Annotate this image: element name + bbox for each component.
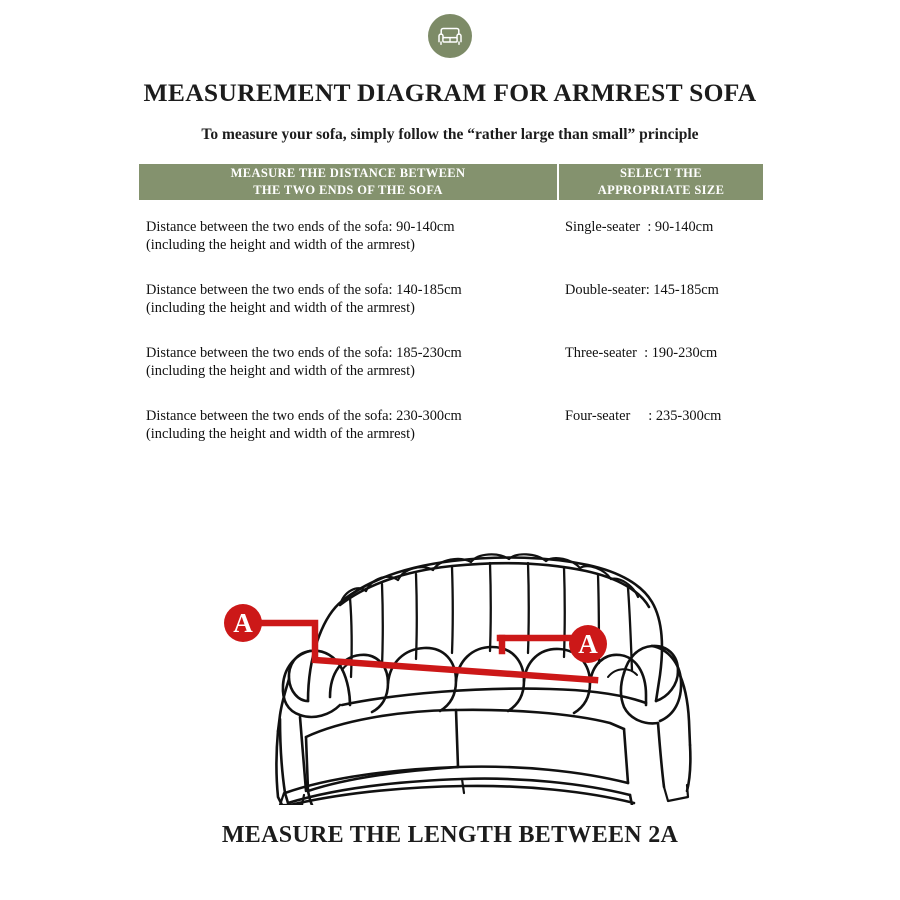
table-cell-size: Double-seater: 145-185cm xyxy=(565,282,719,298)
table-body xyxy=(139,218,763,470)
table-cell-size: Three-seater : 190-230cm xyxy=(565,345,718,361)
svg-text:A: A xyxy=(233,608,253,638)
measure-line-2: (including the height and width of the armrest) xyxy=(146,237,415,254)
table-cell-measure xyxy=(139,344,557,407)
measure-line-2: (including the height and width of the armrest) xyxy=(146,426,415,443)
measure-line-1: Distance between the two ends of the sofa: 90-140cm xyxy=(146,219,455,235)
table-header-row xyxy=(139,164,763,200)
table-header-size-line2: APPROPRIATE SIZE xyxy=(597,183,725,197)
table-header-measure xyxy=(139,164,557,200)
table-row xyxy=(139,344,763,407)
marker-a-right xyxy=(569,625,607,663)
table-cell-size: Four-seater : 235-300cm xyxy=(565,408,722,424)
table-cell-size: Single-seater : 90-140cm xyxy=(565,219,714,235)
table-row xyxy=(139,281,763,344)
table-header-size xyxy=(559,164,763,200)
size-table xyxy=(139,164,763,470)
page-subtitle: To measure your sofa, simply follow the “rather large than small” principle xyxy=(201,126,699,143)
table-row xyxy=(139,407,763,470)
measure-line-1: Distance between the two ends of the sofa: 230-300cm xyxy=(146,408,462,424)
sofa-icon xyxy=(437,25,463,47)
sofa-illustration xyxy=(190,505,710,805)
page-title: MEASUREMENT DIAGRAM FOR ARMREST SOFA xyxy=(143,78,757,107)
measure-line-2: (including the height and width of the armrest) xyxy=(146,363,415,380)
footer-caption: MEASURE THE LENGTH BETWEEN 2A xyxy=(221,822,679,848)
table-row xyxy=(139,218,763,281)
table-cell-measure xyxy=(139,218,557,281)
measure-line-2: (including the height and width of the armrest) xyxy=(146,300,415,317)
table-cell-measure xyxy=(139,407,557,470)
logo-badge xyxy=(428,14,472,58)
table-header-measure-line1: MEASURE THE DISTANCE BETWEEN xyxy=(230,166,466,181)
table-header-size-line1: SELECT THE xyxy=(620,166,702,181)
measure-line-1: Distance between the two ends of the sofa: 185-230cm xyxy=(146,345,462,361)
table-header-measure-line2: THE TWO ENDS OF THE SOFA xyxy=(253,183,443,197)
logo-container xyxy=(0,14,900,58)
table-cell-measure xyxy=(139,281,557,344)
svg-text:A: A xyxy=(578,629,598,659)
marker-a-left xyxy=(224,604,262,642)
measure-line-1: Distance between the two ends of the sofa: 140-185cm xyxy=(146,282,462,298)
